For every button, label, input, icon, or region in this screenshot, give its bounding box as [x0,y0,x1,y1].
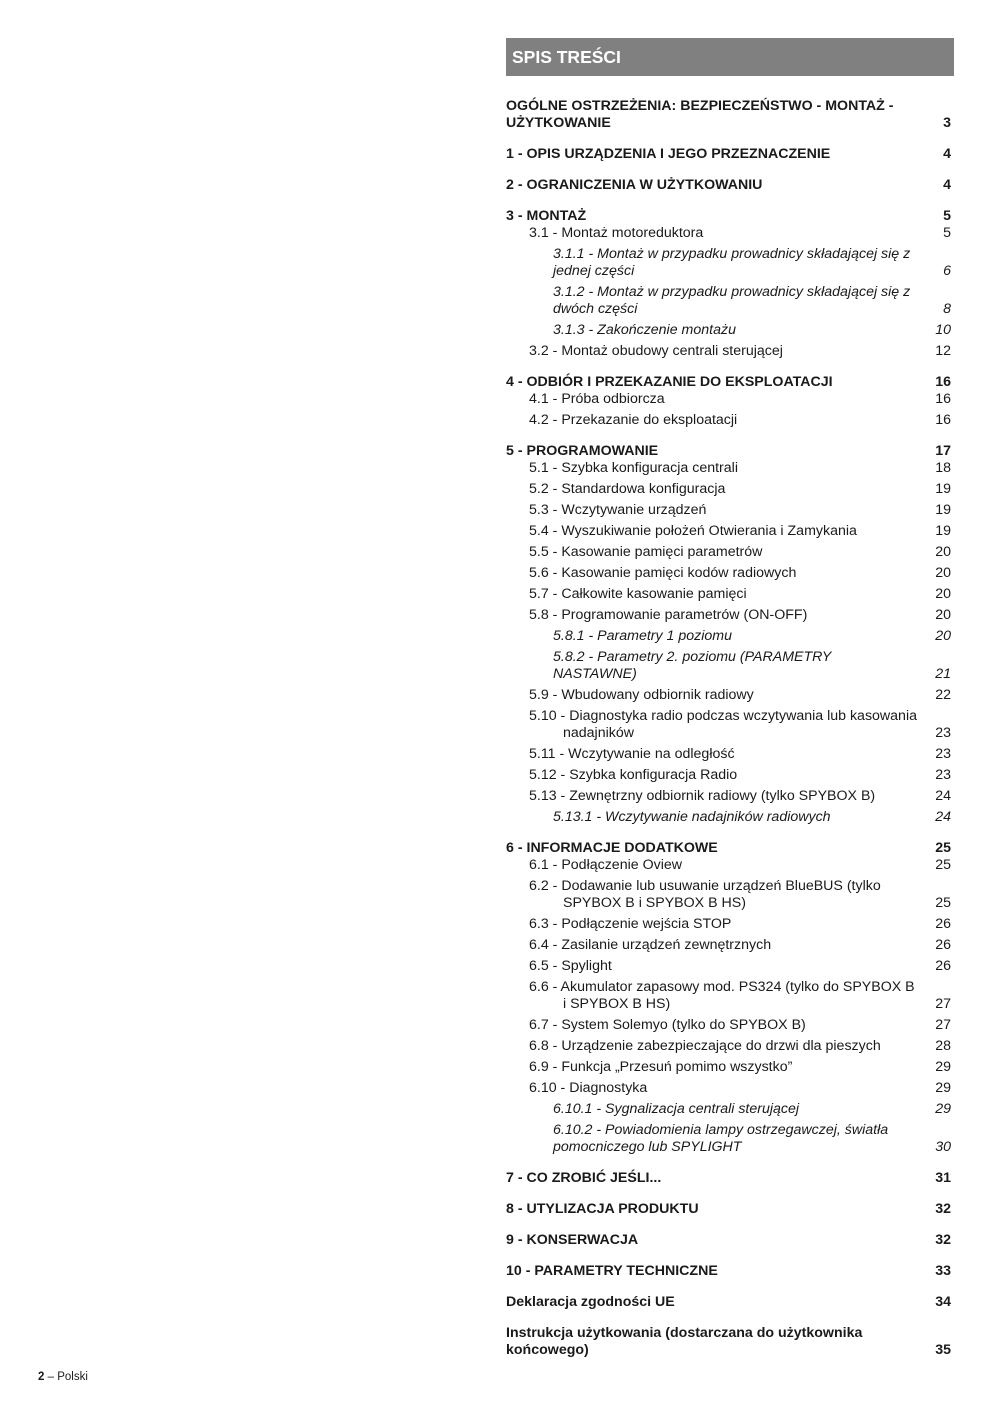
toc-subsection-entry[interactable] [506,916,951,933]
toc-entry-label: 3.2 - Montaż obudowy centrali sterującej [529,343,783,359]
toc-section-entry[interactable] [506,1201,951,1218]
toc-group [506,1263,951,1280]
toc-entry-page: 26 [935,916,951,932]
toc-entry-label: 5.5 - Kasowanie pamięci parametrów [529,544,763,560]
toc-subsection-entry[interactable] [506,1017,951,1034]
toc-section-entry[interactable] [506,374,951,391]
toc-subsection-entry[interactable] [506,767,951,784]
toc-entry-page: 25 [935,840,951,856]
toc-group [506,177,951,194]
toc-title: SPIS TREŚCI [512,47,621,67]
toc-entry-page: 16 [935,412,951,428]
toc-entry-page: 34 [935,1294,951,1310]
toc-entry-page: 25 [935,895,951,911]
toc-group [506,208,951,360]
toc-subsection-entry[interactable] [506,878,951,912]
toc-entry-label: 6.1 - Podłączenie Oview [529,857,682,873]
toc-entry-label: 4 - ODBIÓR I PRZEKAZANIE DO EKSPLOATACJI [506,374,833,390]
page-number: 2 [38,1371,45,1383]
toc-entry-label: 5 - PROGRAMOWANIE [506,443,659,459]
toc-entry-label: 3.1 - Montaż motoreduktora [529,225,704,241]
toc-entry-label: 3 - MONTAŻ [506,208,587,224]
toc-entry-page: 33 [935,1263,951,1279]
toc-entry-page: 22 [935,687,951,703]
toc-entry-label: OGÓLNE OSTRZEŻENIA: BEZPIECZEŃSTWO - MONTAŻ - UŻYTKOWANIE [506,98,894,131]
toc-entry-page: 26 [935,937,951,953]
toc-group [506,443,951,826]
toc-subsubsection-entry[interactable] [506,1122,951,1156]
toc-entry-label: 5.2 - Standardowa konfiguracja [529,481,726,497]
toc-entry-label: 4.1 - Próba odbiorcza [529,391,665,407]
toc-subsection-entry[interactable] [506,225,951,242]
toc-entry-page: 18 [935,460,951,476]
toc-entry-page: 35 [935,1342,951,1358]
toc-subsection-entry[interactable] [506,788,951,805]
toc-subsection-entry[interactable] [506,481,951,498]
toc-group [506,1170,951,1187]
toc-subsection-entry[interactable] [506,937,951,954]
toc-entry-label: 5.6 - Kasowanie pamięci kodów radiowych [529,565,797,581]
toc-entry-page: 16 [935,374,951,390]
toc-section-entry[interactable] [506,443,951,460]
toc-entry-page: 26 [935,958,951,974]
toc-entry-label: 5.1 - Szybka konfiguracja centrali [529,460,738,476]
toc-subsection-entry[interactable] [506,544,951,561]
toc-entry-label: 5.8 - Programowanie parametrów (ON-OFF) [529,607,808,623]
toc-group [506,1201,951,1218]
toc-entry-page: 30 [935,1139,951,1155]
toc-entry-page: 21 [935,666,951,682]
table-of-contents [506,98,951,1373]
toc-subsection-entry[interactable] [506,958,951,975]
toc-entry-page: 19 [935,523,951,539]
toc-subsection-entry[interactable] [506,857,951,874]
toc-entry-page: 12 [935,343,951,359]
toc-subsection-entry[interactable] [506,687,951,704]
toc-entry-page: 20 [935,607,951,623]
toc-entry-page: 5 [943,225,951,241]
toc-subsubsection-entry[interactable] [506,284,951,318]
toc-entry-label: 5.7 - Całkowite kasowanie pamięci [529,586,747,602]
toc-entry-label: 6 - INFORMACJE DODATKOWE [506,840,718,856]
toc-entry-label: 5.8.2 - Parametry 2. poziomu (PARAMETRY NASTAWNE) [553,649,832,682]
toc-group [506,840,951,1156]
toc-subsection-entry[interactable] [506,343,951,360]
toc-entry-label: 10 - PARAMETRY TECHNICZNE [506,1263,718,1279]
toc-entry-label: 8 - UTYLIZACJA PRODUKTU [506,1201,699,1217]
toc-entry-label: 4.2 - Przekazanie do eksploatacji [529,412,738,428]
toc-entry-page: 23 [935,725,951,741]
toc-subsection-entry[interactable] [506,565,951,582]
toc-entry-label: 5.3 - Wczytywanie urządzeń [529,502,707,518]
toc-subsection-entry[interactable] [506,979,951,1013]
toc-entry-label: 5.4 - Wyszukiwanie położeń Otwierania i Zamykania [529,523,857,539]
toc-section-entry[interactable] [506,98,951,132]
toc-entry-label: 6.8 - Urządzenie zabezpieczające do drzwi dla pieszych [529,1038,881,1054]
toc-entry-page: 24 [935,788,951,804]
toc-entry-page: 10 [935,322,951,338]
page-footer [38,1371,88,1383]
toc-entry-page: 4 [943,146,951,162]
toc-subsection-entry[interactable] [506,1038,951,1055]
toc-entry-page: 8 [943,301,951,317]
footer-separator: – [44,1371,58,1383]
footer-language: Polski [57,1371,88,1383]
toc-entry-page: 20 [935,586,951,602]
toc-group [506,1325,951,1359]
toc-entry-label: 5.9 - Wbudowany odbiornik radiowy [529,687,754,703]
toc-section-entry[interactable] [506,840,951,857]
toc-entry-page: 29 [935,1059,951,1075]
toc-entry-label: 9 - KONSERWACJA [506,1232,639,1248]
toc-entry-label: 2 - OGRANICZENIA W UŻYTKOWANIU [506,177,763,193]
toc-entry-label: 6.3 - Podłączenie wejścia STOP [529,916,732,932]
toc-entry-page: 17 [935,443,951,459]
toc-subsection-entry[interactable] [506,502,951,519]
toc-group [506,1232,951,1249]
toc-subsubsection-entry[interactable] [506,246,951,280]
toc-entry-page: 23 [935,746,951,762]
toc-entry-page: 20 [935,544,951,560]
toc-entry-label: 5.13.1 - Wczytywanie nadajników radiowych [553,809,831,825]
toc-group [506,374,951,429]
toc-section-entry[interactable] [506,1294,951,1311]
toc-entry-label: 6.10.2 - Powiadomienia lampy ostrzegawczej, światła pomocniczego lub SPYLIGHT [553,1122,889,1155]
toc-group [506,146,951,163]
toc-subsection-entry[interactable] [506,607,951,624]
toc-entry-page: 28 [935,1038,951,1054]
toc-entry-label: 5.12 - Szybka konfiguracja Radio [529,767,738,783]
toc-entry-page: 20 [935,565,951,581]
toc-entry-label: 6.10.1 - Sygnalizacja centrali sterującej [553,1101,800,1117]
toc-entry-label: 5.10 - Diagnostyka radio podczas wczytywania lub kasowania nadajników [529,708,917,741]
toc-header [506,38,954,76]
toc-entry-page: 32 [935,1232,951,1248]
toc-entry-page: 4 [943,177,951,193]
toc-entry-label: Instrukcja użytkowania (dostarczana do użytkownika końcowego) [506,1325,863,1358]
toc-section-entry[interactable] [506,146,951,163]
toc-subsubsection-entry[interactable] [506,322,951,339]
toc-subsection-entry[interactable] [506,1059,951,1076]
toc-entry-label: 5.13 - Zewnętrzny odbiornik radiowy (tylko SPYBOX B) [529,788,876,804]
toc-entry-label: 5.11 - Wczytywanie na odległość [529,746,735,762]
toc-subsubsection-entry[interactable] [506,1101,951,1118]
toc-entry-label: 3.1.2 - Montaż w przypadku prowadnicy składającej się z dwóch części [553,284,911,317]
toc-entry-page: 29 [935,1080,951,1096]
toc-section-entry[interactable] [506,1232,951,1249]
toc-entry-label: 7 - CO ZROBIĆ JEŚLI... [506,1170,662,1186]
toc-entry-page: 3 [943,115,951,131]
toc-entry-label: 6.4 - Zasilanie urządzeń zewnętrznych [529,937,772,953]
toc-entry-label: 6.5 - Spylight [529,958,612,974]
toc-section-entry[interactable] [506,208,951,225]
toc-entry-label: 6.10 - Diagnostyka [529,1080,648,1096]
toc-entry-page: 24 [935,809,951,825]
toc-entry-label: 6.2 - Dodawanie lub usuwanie urządzeń BlueBUS (tylko SPYBOX B i SPYBOX B HS) [529,878,881,911]
toc-entry-label: 1 - OPIS URZĄDZENIA I JEGO PRZEZNACZENIE [506,146,831,162]
toc-entry-page: 31 [935,1170,951,1186]
toc-entry-label: 5.8.1 - Parametry 1 poziomu [553,628,732,644]
toc-entry-page: 5 [943,208,951,224]
toc-entry-label: 6.6 - Akumulator zapasowy mod. PS324 (tylko do SPYBOX B i SPYBOX B HS) [529,979,915,1012]
toc-subsection-entry[interactable] [506,460,951,477]
toc-subsection-entry[interactable] [506,391,951,408]
toc-entry-page: 19 [935,481,951,497]
toc-entry-label: 3.1.3 - Zakończenie montażu [553,322,736,338]
toc-section-entry[interactable] [506,1325,951,1359]
toc-section-entry[interactable] [506,1170,951,1187]
toc-subsubsection-entry[interactable] [506,628,951,645]
toc-entry-page: 16 [935,391,951,407]
toc-entry-page: 20 [935,628,951,644]
toc-entry-page: 32 [935,1201,951,1217]
toc-group [506,1294,951,1311]
toc-entry-label: 6.9 - Funkcja „Przesuń pomimo wszystko” [529,1059,793,1075]
toc-entry-page: 6 [943,263,951,279]
toc-section-entry[interactable] [506,177,951,194]
toc-subsubsection-entry[interactable] [506,809,951,826]
toc-subsection-entry[interactable] [506,746,951,763]
toc-entry-label: Deklaracja zgodności UE [506,1294,675,1310]
toc-section-entry[interactable] [506,1263,951,1280]
toc-entry-label: 6.7 - System Solemyo (tylko do SPYBOX B) [529,1017,806,1033]
toc-entry-page: 27 [935,1017,951,1033]
toc-entry-page: 19 [935,502,951,518]
toc-entry-page: 29 [935,1101,951,1117]
toc-subsection-entry[interactable] [506,412,951,429]
toc-entry-page: 23 [935,767,951,783]
toc-entry-label: 3.1.1 - Montaż w przypadku prowadnicy składającej się z jednej części [553,246,911,279]
toc-subsection-entry[interactable] [506,586,951,603]
toc-subsection-entry[interactable] [506,523,951,540]
toc-entry-page: 27 [935,996,951,1012]
toc-subsubsection-entry[interactable] [506,649,951,683]
toc-subsection-entry[interactable] [506,1080,951,1097]
toc-group [506,98,951,132]
toc-subsection-entry[interactable] [506,708,951,742]
toc-entry-page: 25 [935,857,951,873]
